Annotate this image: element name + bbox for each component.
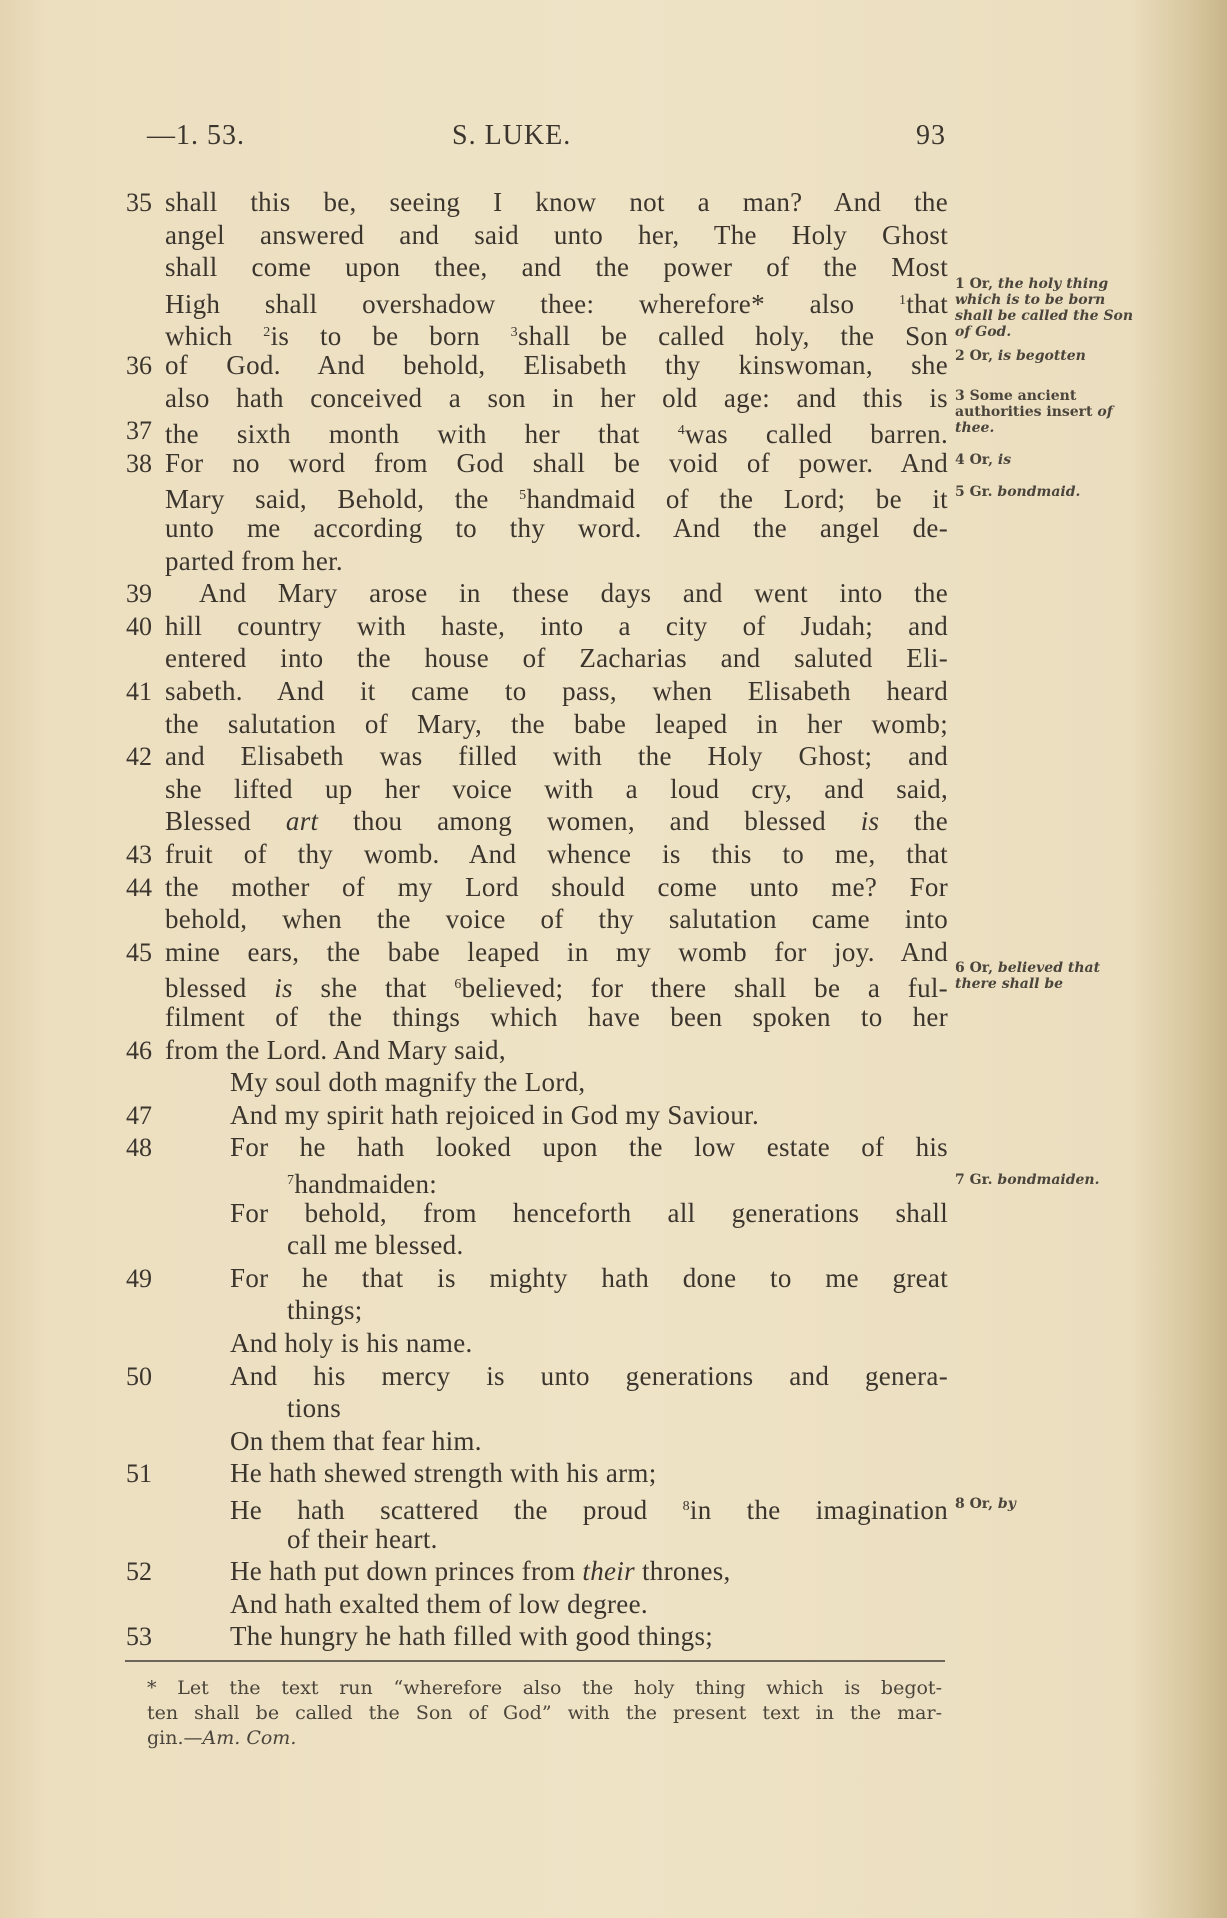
text-span: she that [292,973,455,1004]
italic-text: is [860,806,880,837]
text-span: sabeth. And it came to pass, when Elisabeth heard [165,676,948,706]
text-span: that [906,288,948,319]
text-span: fruit of thy womb. And whence is this to me, that [165,839,948,869]
note-reference[interactable]: 1 [899,292,907,308]
note-label: 8 Or, [955,1496,998,1512]
text-span: thrones, [634,1556,731,1587]
verse-number: 48 [126,1133,152,1163]
note-label: 7 Gr. [955,1172,998,1188]
note-text: is begotten [997,348,1086,364]
verse-number: 42 [126,742,152,772]
note-label: 3 Some ancient authorities insert [955,388,1098,420]
marginal-note [955,484,1140,500]
verse-number: 46 [126,1035,152,1065]
text-span: On them that fear him. [230,1425,482,1456]
text-span: And hath exalted them of low degree. [230,1588,648,1619]
note-label: 6 Or, [955,960,998,976]
verse-number: 35 [126,188,152,217]
verse-number: 50 [126,1361,152,1391]
text-span: in the imagination [689,1495,948,1525]
footnote [147,1676,942,1751]
text-span: angel answered and said unto her, The Holy Ghost [165,219,948,250]
text-span: behold, when the voice of thy salutation came into [165,904,948,935]
running-title: S. LUKE. [452,120,572,151]
note-text: is [997,452,1012,468]
verse-number: 53 [126,1622,152,1652]
text-line [165,382,948,415]
text-span: and Elisabeth was filled with the Holy Ghost; and [165,741,948,772]
text-span: tions [287,1393,342,1424]
text-span: from the Lord. And Mary said, [165,1034,506,1065]
note-reference[interactable]: 8 [682,1499,690,1514]
text-line [287,1294,948,1327]
text-line [165,316,948,352]
verse-number: 45 [126,937,152,967]
text-line [165,675,948,708]
text-span: For he that is mighty hath done to me great [230,1262,948,1293]
text-line [165,805,948,838]
text-line [230,1197,948,1230]
text-span: also hath conceived a son in her old age: and this is [165,382,948,413]
text-span: hill country with haste, into a city of Judah; and [165,610,948,641]
text-line [165,251,948,284]
text-line [287,1229,948,1262]
text-line [230,1588,948,1621]
verse-number: 52 [126,1557,152,1587]
verse-number: 49 [126,1263,152,1293]
note-text: of thee. [955,404,1113,436]
text-line [199,577,948,610]
text-span: the [879,806,948,837]
text-line [165,610,948,643]
text-line [230,1457,948,1490]
footnote-line: * Let the text run “wherefore also the holy thing which is begot- [147,1677,942,1699]
text-line [230,1131,948,1164]
marginal-note [955,452,1140,468]
text-span: handmaid of the Lord; be it [526,484,948,515]
text-line [230,1555,948,1588]
text-line [230,1099,948,1132]
text-line [165,871,948,904]
footnote-source: Am. Com. [202,1727,297,1749]
text-line [287,1164,948,1197]
text-span: Blessed [165,806,286,837]
text-span: unto me according to thy word. And the angel de- [165,513,948,543]
text-span: things; [287,1295,363,1326]
note-reference[interactable]: 6 [454,977,462,993]
verse-number: 47 [126,1100,152,1130]
text-span: believed; for there shall be a ful- [461,973,948,1004]
note-reference[interactable]: 5 [519,488,527,504]
text-span: the salutation of Mary, the babe leaped in her womb; [165,708,948,739]
marginal-note [955,1496,1140,1512]
text-line [230,1262,948,1295]
text-span: the mother of my Lord should come unto me? For [165,871,948,902]
text-span: For behold, from henceforth all generations shall [230,1197,948,1228]
text-span: shall this be, seeing I know not a man? And the [165,187,948,217]
text-line [287,1392,948,1425]
text-line [165,968,948,1004]
text-line [165,708,948,741]
marginal-note [955,960,1140,992]
text-span: the sixth month with her that [165,419,678,450]
text-line [230,1425,948,1458]
text-span: mine ears, the babe leaped in my womb for joy. And [165,936,948,967]
note-text: by [997,1496,1016,1512]
text-span: which [165,321,264,352]
text-span: parted from her. [165,545,343,576]
text-span: Mary said, Behold, the [165,484,520,515]
page-number: 93 [916,120,946,151]
note-text: bondmaid. [997,484,1081,500]
text-line [165,284,948,317]
note-reference[interactable]: 4 [677,423,686,439]
text-span: blessed [165,973,275,1004]
text-line [165,1034,948,1067]
verse-number: 41 [126,677,152,706]
text-span: And Mary arose in these days and went into the [199,578,948,609]
text-line [165,838,948,871]
italic-text: is [274,973,293,1004]
text-span: handmaiden: [294,1169,438,1199]
text-span: she lifted up her voice with a loud cry, and said, [165,773,948,804]
text-span: is to be born [270,321,511,352]
text-span: And my spirit hath rejoiced in God my Saviour. [230,1099,759,1130]
text-line [165,219,948,252]
chapter-verse-range: —1. 53. [147,120,245,151]
text-span: filment of the things which have been spoken to her [165,1002,948,1032]
note-text: the holy thing which is to be born shall be called the Son of God. [955,276,1134,340]
text-line [165,740,948,773]
text-line [165,512,948,545]
text-span: And his mercy is unto generations and genera- [230,1360,948,1391]
footnote-line: ten shall be called the Son of God” with the present text in the mar- [147,1702,942,1724]
text-span: High shall overshadow thee: wherefore* also [165,288,899,319]
verse-number: 44 [126,872,152,902]
text-span: shall be called holy, the Son [517,321,948,352]
footnote-divider [125,1660,945,1662]
note-text: bondmaiden. [997,1172,1100,1188]
text-line [165,479,948,515]
footnote-line [147,1726,942,1751]
marginal-note [955,348,1140,364]
note-reference[interactable]: 2 [263,325,271,341]
text-span: of their heart. [287,1523,438,1554]
text-span: call me blessed. [287,1230,464,1261]
verse-number: 37 [126,416,152,446]
footnote-text: gin.— [147,1727,203,1749]
note-text: believed that there shall be [955,960,1101,992]
text-line [230,1620,948,1653]
text-span: He hath put down princes from [230,1556,583,1587]
note-reference[interactable]: 7 [287,1173,295,1188]
verse-number: 38 [126,448,152,478]
note-reference[interactable]: 3 [510,325,518,341]
verse-number: 40 [126,611,152,641]
italic-text: art [285,806,319,837]
text-span: shall come upon thee, and the power of the Most [165,252,948,283]
text-span: He hath scattered the proud [230,1495,683,1525]
text-line [165,903,948,936]
text-span: thou among women, and blessed [318,806,861,837]
text-span: For he hath looked upon the low estate of his [230,1132,948,1163]
text-line [287,1523,948,1556]
text-line [165,349,948,382]
text-span: He hath shewed strength with his arm; [230,1458,657,1489]
text-span: And holy is his name. [230,1328,473,1358]
text-line [165,186,948,219]
text-span: For no word from God shall be void of power. And [165,447,948,478]
verse-number: 51 [126,1459,152,1489]
text-line [230,1327,948,1360]
marginal-note [955,388,1140,436]
text-span: My soul doth magnify the Lord, [230,1067,586,1098]
verse-number: 36 [126,351,152,380]
text-line [165,936,948,969]
italic-text: their [582,1556,635,1587]
marginal-note [955,276,1140,340]
text-line [165,773,948,806]
text-span: of God. And behold, Elisabeth thy kinswoman, she [165,350,948,380]
text-line [165,642,948,675]
text-line [165,545,948,578]
note-label: 4 Or, [955,452,998,468]
text-line [165,414,948,450]
text-span: The hungry he hath filled with good things; [230,1621,714,1652]
note-label: 2 Or, [955,348,998,364]
verse-number: 43 [126,840,152,869]
text-line [230,1066,948,1099]
marginal-note [955,1172,1140,1188]
text-span: was called barren. [685,419,948,450]
text-line [230,1490,948,1523]
text-line [230,1360,948,1393]
note-label: 1 Or, [955,276,998,292]
text-line [165,1001,948,1034]
note-label: 5 Gr. [955,484,998,500]
text-line [165,447,948,480]
text-span: entered into the house of Zacharias and saluted Eli- [165,643,948,674]
verse-number: 39 [126,579,152,609]
